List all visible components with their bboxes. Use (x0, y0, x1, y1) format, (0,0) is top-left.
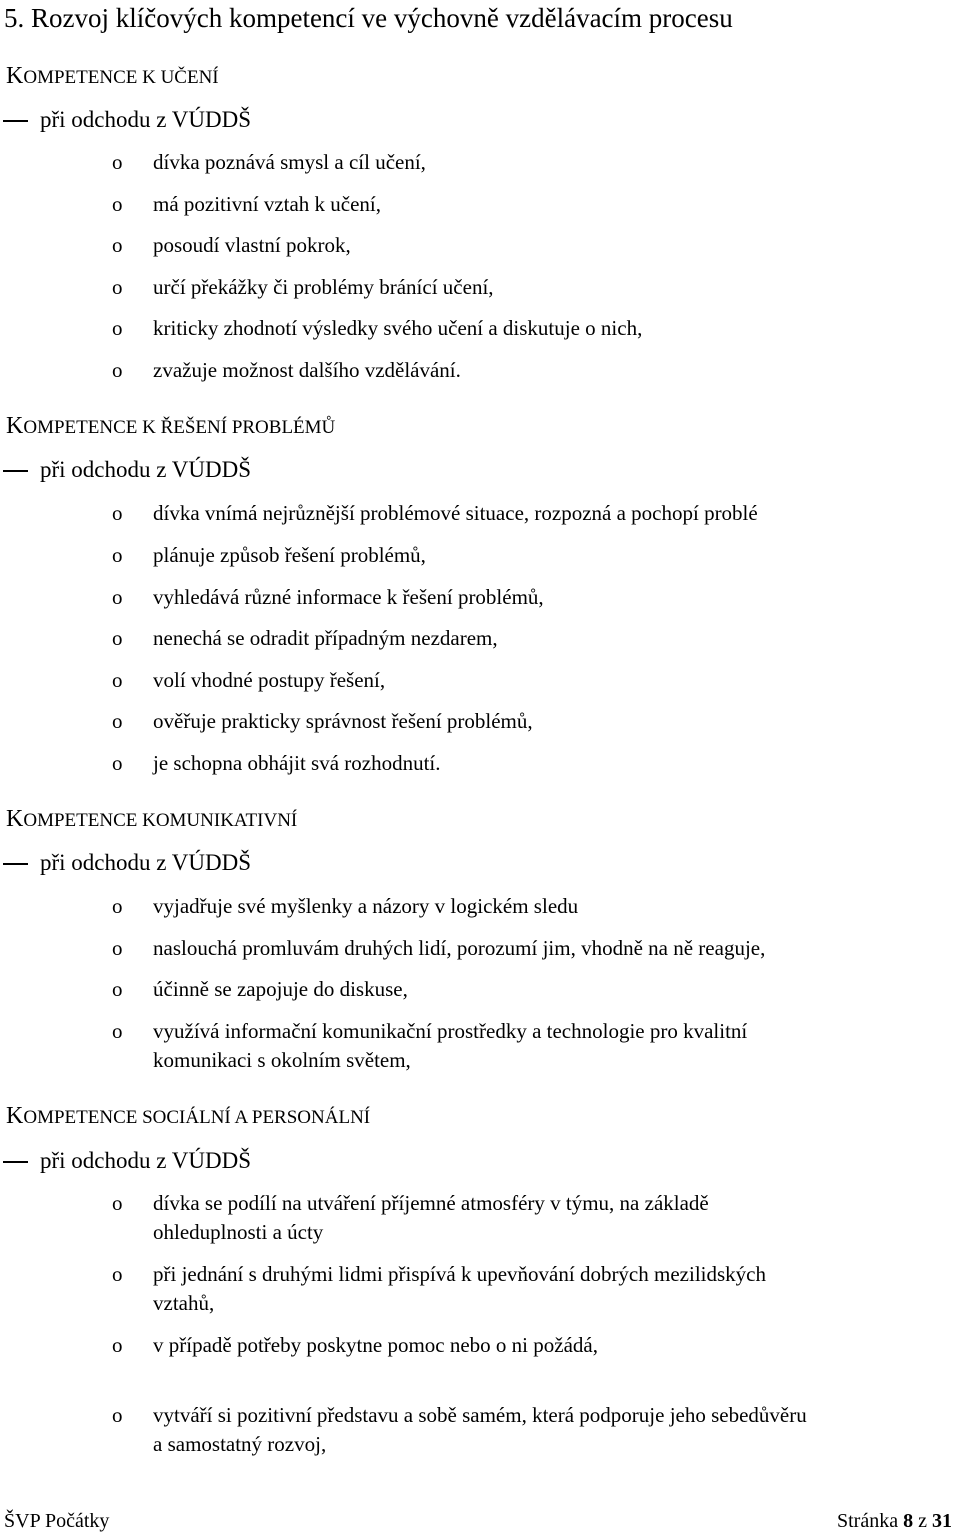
bullet-icon: o (112, 1191, 123, 1215)
bullet-icon: o (112, 751, 123, 775)
bullet-icon: o (112, 894, 123, 918)
bullet-icon: o (112, 150, 123, 174)
bullet-icon: o (112, 1262, 123, 1286)
dash-icon (3, 470, 28, 472)
bullet-icon: o (112, 709, 123, 733)
section-heading: KOMPETENCE SOCIÁLNÍ A PERSONÁLNÍ (6, 1103, 371, 1129)
bullet-icon: o (112, 936, 123, 960)
bullet-icon: o (112, 358, 123, 382)
bullet-icon: o (112, 1403, 123, 1427)
section-heading: KOMPETENCE K UČENÍ (6, 63, 219, 89)
dash-icon (3, 1161, 28, 1163)
section-heading: KOMPETENCE K ŘEŠENÍ PROBLÉMŮ (6, 413, 336, 439)
page-title: 5. Rozvoj klíčových kompetencí ve výchovně vzdělávacím procesu (4, 3, 733, 33)
footer-document-name: ŠVP Počátky (4, 1510, 110, 1532)
bullet-icon: o (112, 275, 123, 299)
footer-page-number: Stránka 8 z 31 (837, 1510, 952, 1532)
dash-icon (3, 120, 28, 122)
bullet-icon: o (112, 316, 123, 340)
bullet-icon: o (112, 1333, 123, 1357)
bullet-icon: o (112, 585, 123, 609)
bullet-icon: o (112, 233, 123, 257)
bullet-icon: o (112, 192, 123, 216)
bullet-icon: o (112, 543, 123, 567)
bullet-icon: o (112, 1019, 123, 1043)
bullet-icon: o (112, 668, 123, 692)
dash-icon (3, 863, 28, 865)
bullet-icon: o (112, 626, 123, 650)
bullet-icon: o (112, 977, 123, 1001)
section-heading: KOMPETENCE KOMUNIKATIVNÍ (6, 806, 298, 832)
bullet-icon: o (112, 501, 123, 525)
